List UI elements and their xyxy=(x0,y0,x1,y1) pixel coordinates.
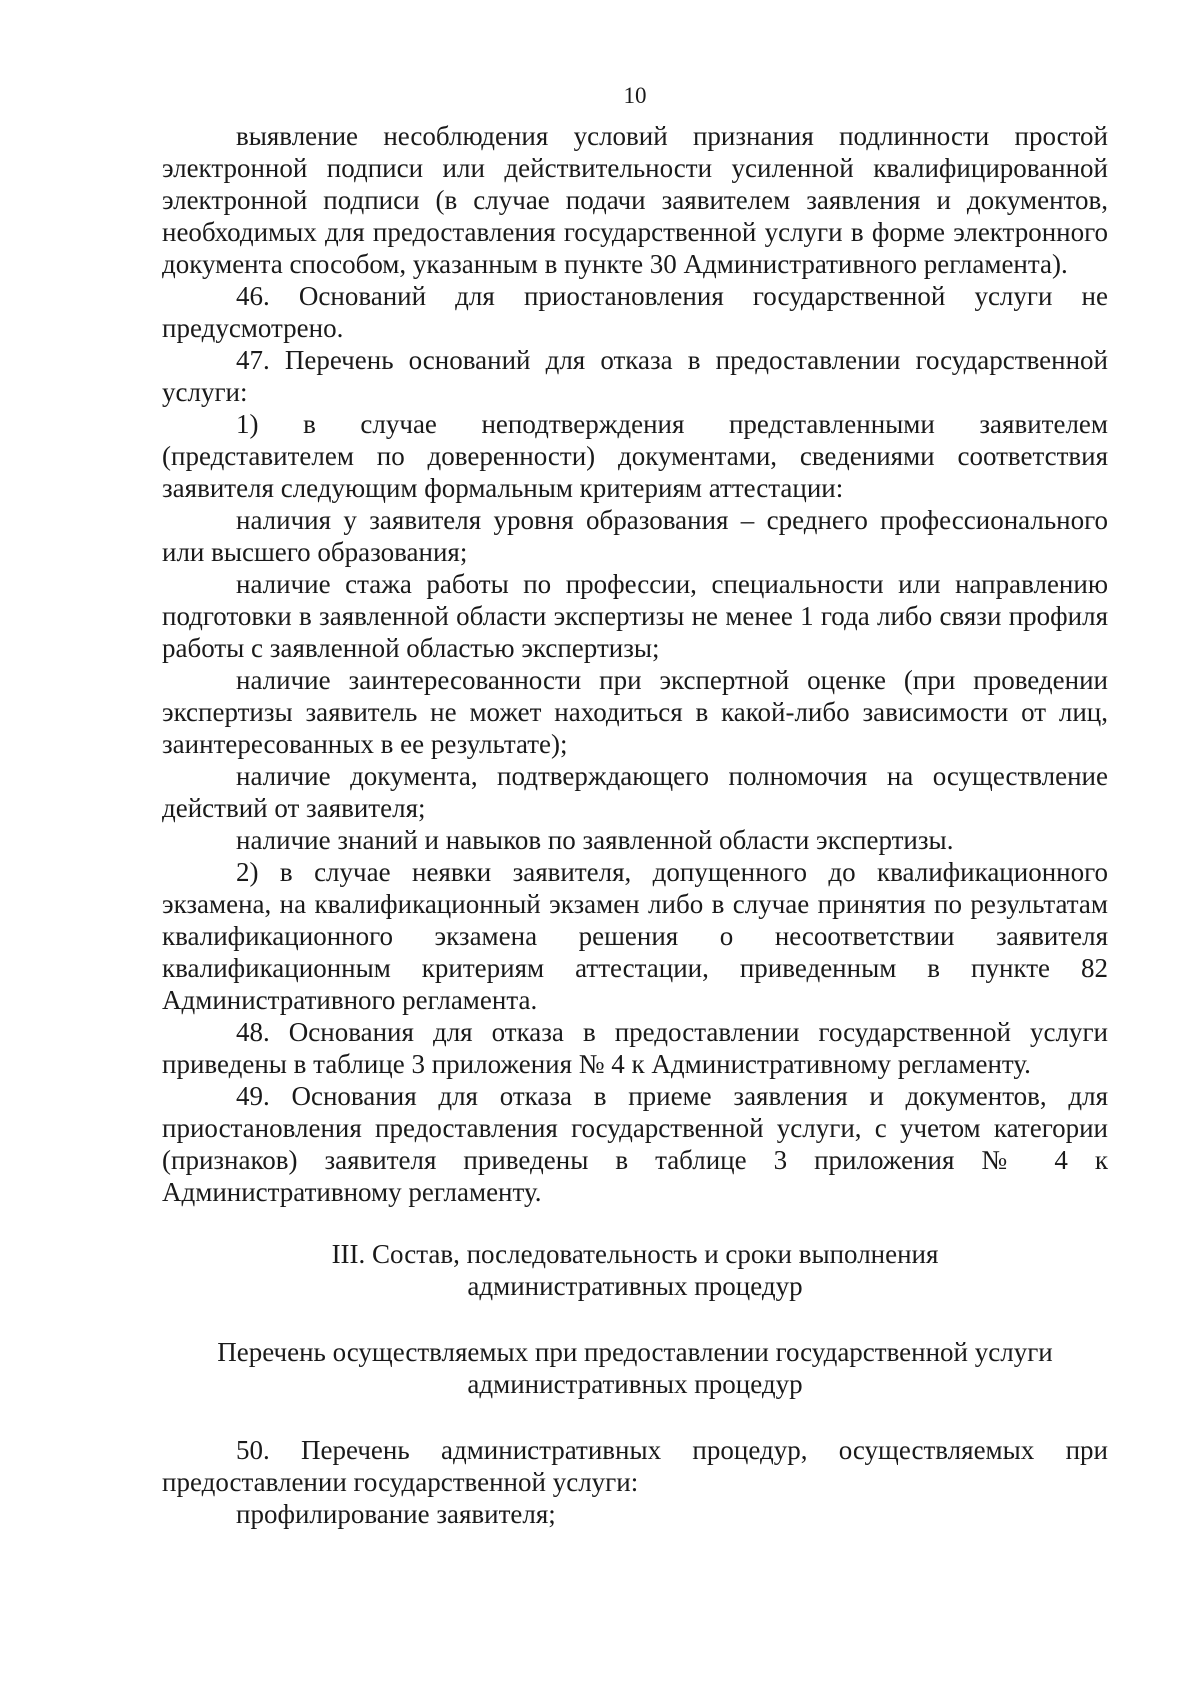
subsection-heading-line-1: Перечень осуществляемых при предоставлении государственной услуги xyxy=(217,1337,1053,1367)
subsection-heading-line-2: административных процедур xyxy=(467,1369,803,1399)
paragraph-48: 48. Основания для отказа в предоставлении государственной услуги приведены в таблице 3 приложения № 4 к Административному регламенту. xyxy=(162,1017,1108,1079)
section-heading xyxy=(162,1238,1108,1302)
paragraph-47: 47. Перечень оснований для отказа в предоставлении государственной услуги: xyxy=(162,345,1108,407)
paragraph-signature-check: выявление несоблюдения условий признания подлинности простой электронной подписи или действительности усиленной квалифицированной электронной подписи (в случае подачи заявителем заявления и документов, необходимых для предоставления государственной услуги в форме электронного документа способом, указанным в пункте 30 Административного регламента). xyxy=(162,121,1108,279)
paragraph-47-item-2: 2) в случае неявки заявителя, допущенного до квалификационного экзамена, на квалификационный экзамен либо в случае принятия по результатам квалификационного экзамена решения о несоответствии заявителя квалификационным критериям аттестации, приведенным в пункте 82 Административного регламента. xyxy=(162,857,1108,1015)
subsection-heading xyxy=(162,1336,1108,1400)
criterion-authority-document: наличие документа, подтверждающего полномочия на осуществление действий от заявителя; xyxy=(162,761,1108,823)
paragraph-47-item-1: 1) в случае неподтверждения представленными заявителем (представителем по доверенности) документами, сведениями соответствия заявителя следующим формальным критериям аттестации: xyxy=(162,409,1108,503)
page-number: 10 xyxy=(623,83,647,108)
criterion-interest: наличие заинтересованности при экспертной оценке (при проведении экспертизы заявитель не может находиться в какой-либо зависимости от лиц, заинтересованных в ее результате); xyxy=(162,665,1108,759)
procedure-profiling: профилирование заявителя; xyxy=(236,1499,556,1529)
paragraph-49: 49. Основания для отказа в приеме заявления и документов, для приостановления предоставления государственной услуги, с учетом категории (признаков) заявителя приведены в таблице 3 приложения № 4 к Административному регламенту. xyxy=(162,1081,1108,1207)
criterion-experience: наличие стажа работы по профессии, специальности или направлению подготовки в заявленной области экспертизы не менее 1 года либо связи профиля работы с заявленной областью экспертизы; xyxy=(162,569,1108,663)
section-heading-line-2: административных процедур xyxy=(467,1271,803,1301)
paragraph-50: 50. Перечень административных процедур, осуществляемых при предоставлении государственной услуги: xyxy=(162,1435,1108,1497)
paragraph-46: 46. Оснований для приостановления государственной услуги не предусмотрено. xyxy=(162,281,1108,343)
section-heading-line-1: III. Состав, последовательность и сроки выполнения xyxy=(331,1239,939,1269)
criterion-education: наличия у заявителя уровня образования – среднего профессионального или высшего образования; xyxy=(162,505,1108,567)
criterion-knowledge: наличие знаний и навыков по заявленной области экспертизы. xyxy=(236,825,954,855)
